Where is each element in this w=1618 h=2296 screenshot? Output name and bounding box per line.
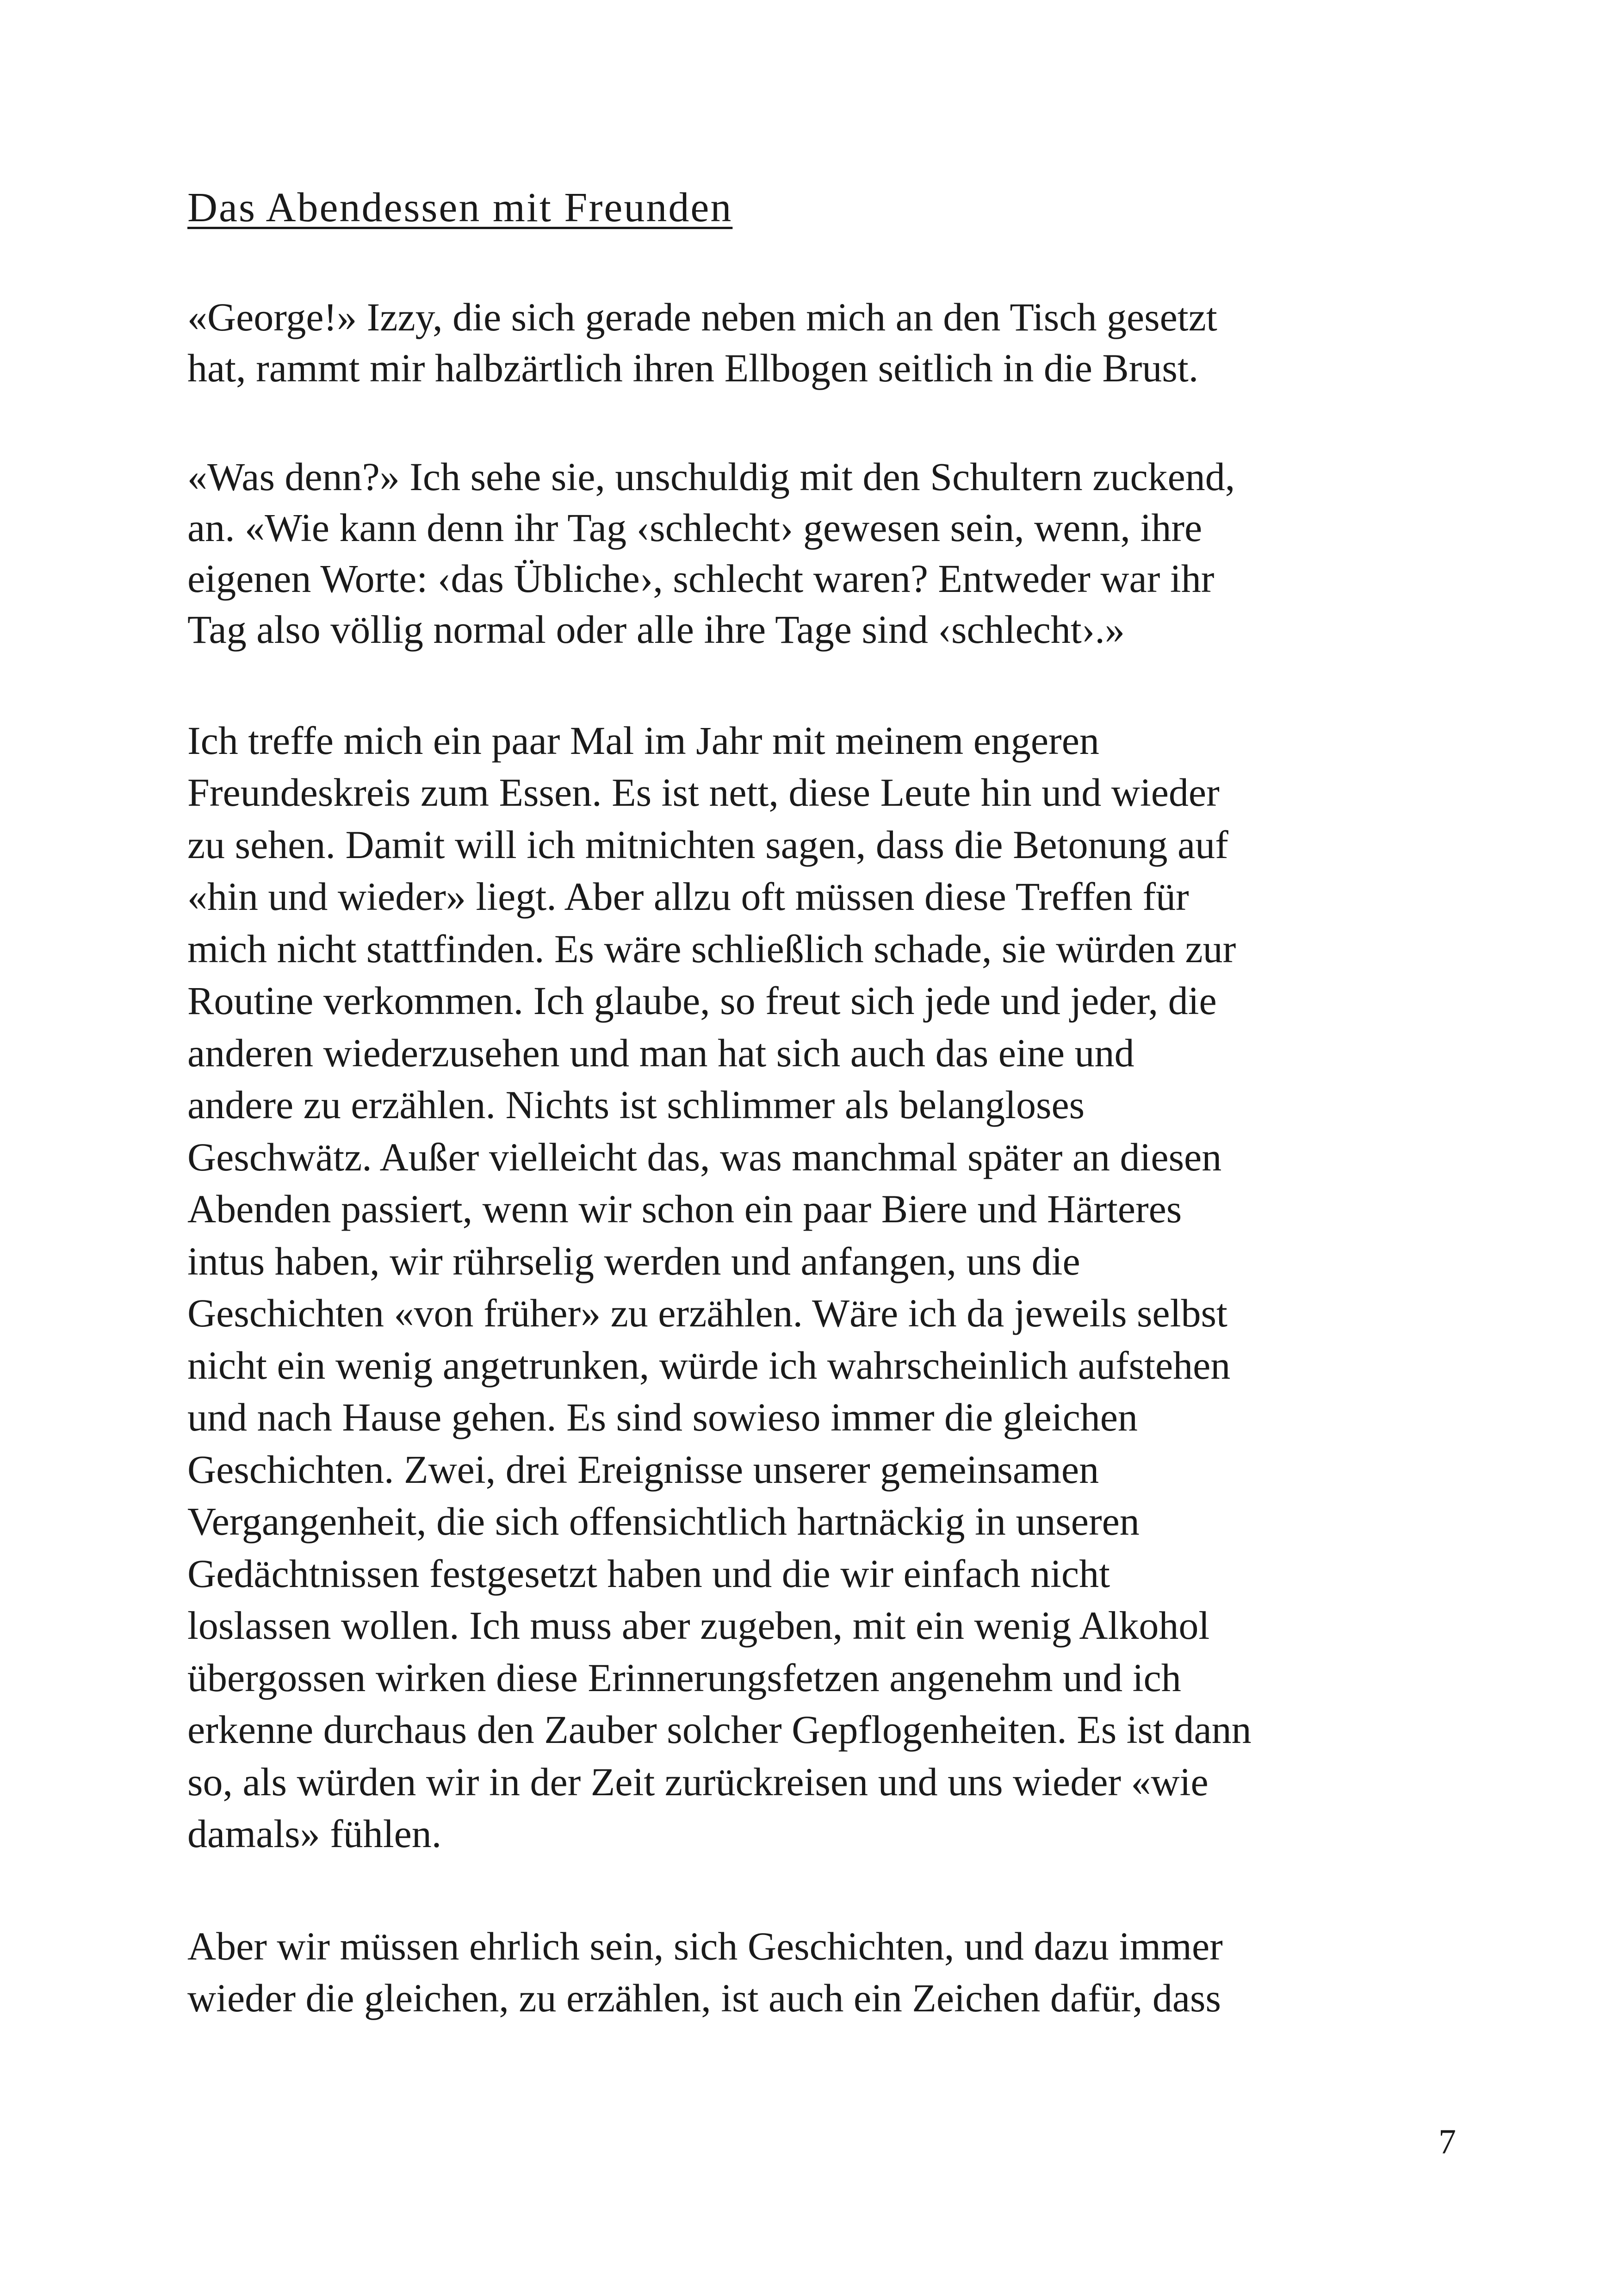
text-line: «George!» Izzy, die sich gerade neben mich an den Tisch gesetzt [187,295,1217,339]
text-line: Vergangenheit, die sich offensichtlich hartnäckig in unseren [187,1499,1140,1543]
text-line: eigenen Worte: ‹das Übliche›, schlecht waren? Entweder war ihr [187,556,1215,601]
text-line: Geschwätz. Außer vielleicht das, was manchmal später an diesen [187,1135,1222,1179]
text-line: «hin und wieder» liegt. Aber allzu oft müssen diese Treffen für [187,874,1189,919]
chapter-title: Das Abendessen mit Freunden [187,185,733,230]
text-line: damals» fühlen. [187,1811,442,1856]
text-line: zu sehen. Damit will ich mitnichten sagen, dass die Betonung auf [187,822,1228,867]
text-line: mich nicht stattfinden. Es wäre schließlich schade, sie würden zur [187,927,1236,971]
text-line: Ich treffe mich ein paar Mal im Jahr mit meinem engeren [187,718,1099,763]
text-line: Freundeskreis zum Essen. Es ist nett, diese Leute hin und wieder [187,770,1220,815]
text-line: und nach Hause gehen. Es sind sowieso immer die gleichen [187,1395,1138,1439]
text-line: an. «Wie kann denn ihr Tag ‹schlecht› gewesen sein, wenn, ihre [187,505,1203,550]
text-line: «Was denn?» Ich sehe sie, unschuldig mit den Schultern zuckend, [187,454,1235,499]
text-line: Aber wir müssen ehrlich sein, sich Geschichten, und dazu immer [187,1924,1223,1968]
text-line: Abenden passiert, wenn wir schon ein paar Biere und Härteres [187,1187,1182,1231]
text-line: anderen wiederzusehen und man hat sich auch das eine und [187,1031,1134,1075]
text-line: erkenne durchaus den Zauber solcher Gepflogenheiten. Es ist dann [187,1707,1252,1752]
text-line: Geschichten. Zwei, drei Ereignisse unserer gemeinsamen [187,1447,1099,1492]
text-line: nicht ein wenig angetrunken, würde ich wahrscheinlich aufstehen [187,1343,1231,1388]
text-line: andere zu erzählen. Nichts ist schlimmer als belangloses [187,1083,1085,1127]
text-line: so, als würden wir in der Zeit zurückreisen und uns wieder «wie [187,1760,1209,1804]
page-number: 7 [1438,2122,1456,2161]
text-line: Routine verkommen. Ich glaube, so freut sich jede und jeder, die [187,978,1217,1023]
text-line: loslassen wollen. Ich muss aber zugeben, mit ein wenig Alkohol [187,1603,1210,1648]
text-line: Tag also völlig normal oder alle ihre Tage sind ‹schlecht›.» [187,607,1125,652]
text-line: übergossen wirken diese Erinnerungsfetzen angenehm und ich [187,1655,1181,1700]
text-line: hat, rammt mir halbzärtlich ihren Ellbogen seitlich in die Brust. [187,346,1199,390]
text-line: Gedächtnissen festgesetzt haben und die wir einfach nicht [187,1551,1110,1596]
text-line: Geschichten «von früher» zu erzählen. Wäre ich da jeweils selbst [187,1291,1227,1335]
text-line: intus haben, wir rührselig werden und anfangen, uns die [187,1239,1080,1283]
text-line: wieder die gleichen, zu erzählen, ist auch ein Zeichen dafür, dass [187,1976,1221,2020]
